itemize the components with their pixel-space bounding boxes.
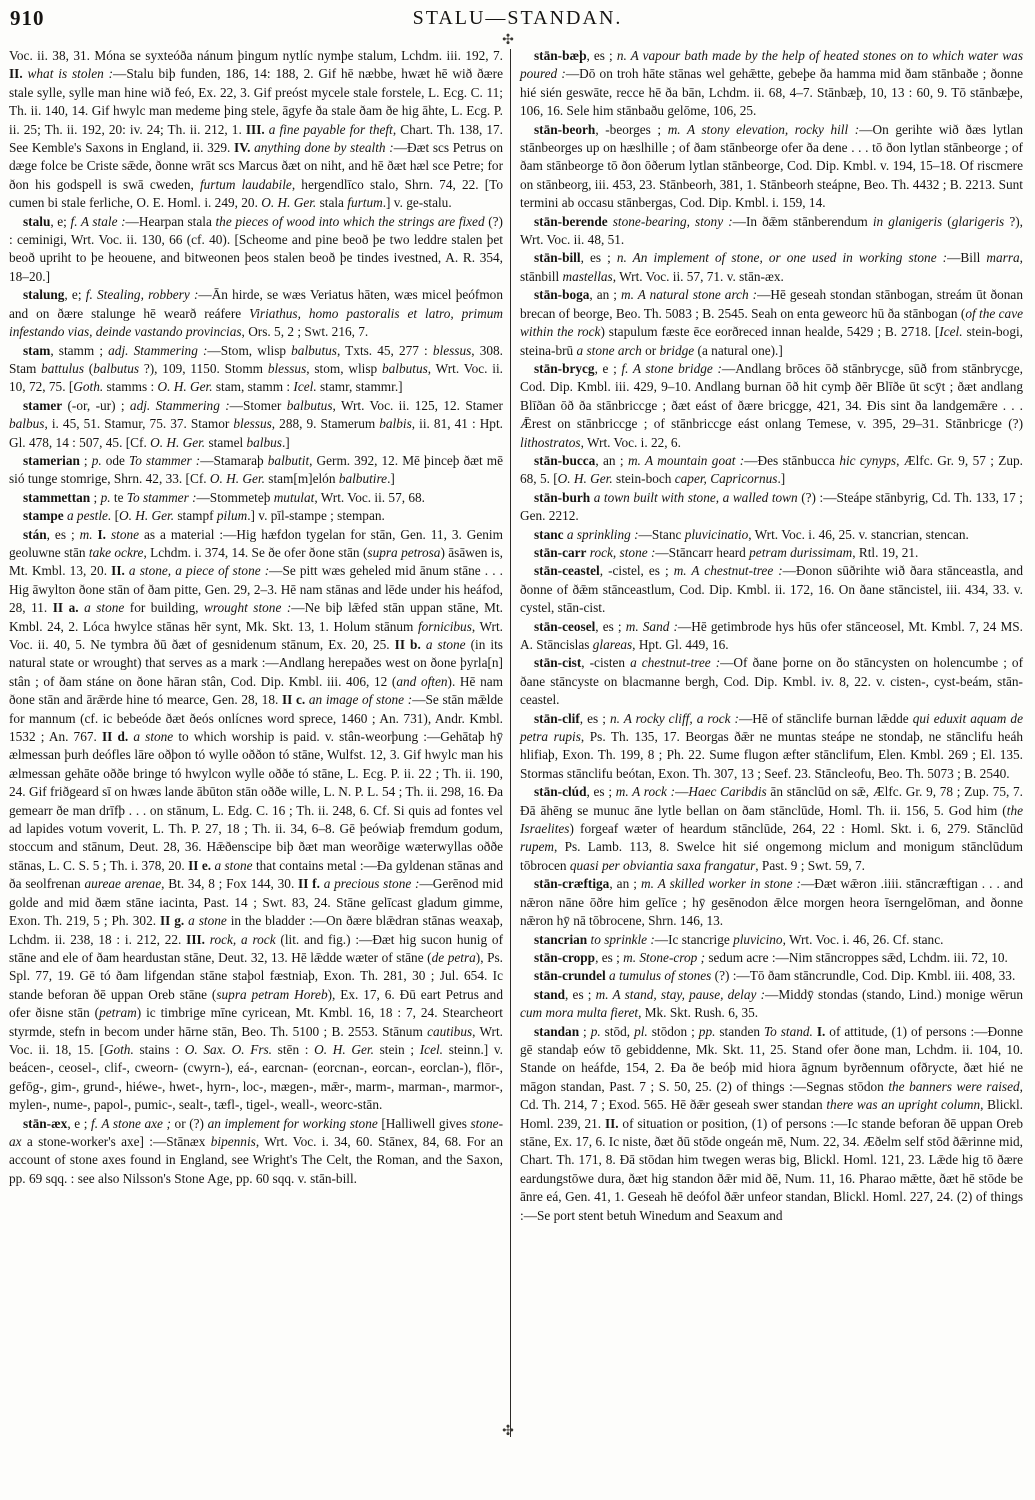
entry-stan-clud: stān-clúd, es ; m. A rock :—Haec Caribdis ān stānclūd on sǣ, Ælfc. Gr. 9, 78 ; Zup. 75, 7. Ðā āhēng se munuc āne lytle bellan on ðam stānclūde, Homl. Th. ii. 156, 5. God him (the Israelites) forgeaf wæter of heardum stānclūde, 264, 22 : Homl. Skt. i. 6, 279. Stānclūd rupem, Ps. Lamb. 113, 8. Swelce hit sié ongemong miclum and monigum stānclūdum tōbrocen quasi per obviantia saxa frangatur, Past. 9 ; Swt. 59, 7.	[520, 784, 1024, 873]
entry-stan-berende: stān-berende stone-bearing, stony :—In ðǣm stānberendum in glanigeris (glarigeris ?), Wrt. Voc. ii. 48, 51.	[520, 213, 1023, 248]
entry-stan-ceastel: stān-ceastel, -cistel, es ; m. A chestnut-tree :—Ðonon sūðrihte wið ðara stānceastla, and ðonne of ðǣm stānceastlum, Cod. Dip. Kmbl. ii. 172, 16. On ðane stāncistel, iii. 434, 33. v. cystel, stān-cist.	[520, 563, 1024, 616]
entry-stan-burh: stān-burh a town built with stone, a walled town (?) :—Steápe stānbyrig, Cd. Th. 133, 17 ; Gen. 2212.	[520, 489, 1023, 524]
entry-stan-cist: stān-cist, -cisten a chestnut-tree :—Of ðane þorne on ðo stāncysten on holencumbe ; of ðane stāncyste on blacmanne bergh, Cod. Dip. Kmbl. iv. 8, 22. v. cisten-, cyst-beám, stān-ceastel.	[520, 655, 1024, 708]
entry-stan-clif: stān-clif, es ; n. A rocky cliff, a rock :—Hē of stānclife burnan lǣdde qui eduxit aquam de petra rupis, Ps. Th. 135, 17. Beorgas ðǣr ne muntas steápe ne stondaþ, ne stānclifu heáh hlifiaþ, Exon. Th. 199, 8 ; Ph. 22. Sume flugon æfter stānclifum, Elen. Kmbl. 269 ; El. 135. Stormas stānclifu beótan, Exon. Th. 307, 13 ; Seef. 23. Stāncleofu, Beo. Th. 5073 ; B. 2540.	[520, 710, 1024, 781]
right-column	[520, 47, 1023, 1437]
entry-stan-brycg: stān-brycg, e ; f. A stone bridge :—Andlang brōces ōð stānbrycge, sūð from stānbrycge, Cod. Dip. Kmbl. iii. 429, 9–10. Andlang burnan ōð hit cymþ ðēr Blīðe ūt scȳt ; ðæt andlang Blīðan ōð ða stānbriccge ; ðæt eást of ðære bricgge, 421, 34. Ðis sint ða landgemǣre . . . Ǣrest on stānbriccge ; of stānbriccge eást onlang Temese, v. 395, 29–31. Stānbricge (?) lithostratos, Wrt. Voc. i. 22, 6.	[520, 360, 1023, 450]
entry-stanc: stanc a sprinkling :—Stanc pluvicinatio, Wrt. Voc. i. 46, 25. v. stancrian, stencan.	[534, 526, 969, 542]
entry-stan-beorh: stān-beorh, -beorges ; m. A stony elevation, rocky hill :—On gerihte wið ðæs lytlan stānbeorges up on hæslhille ; of ðam stānbeorge ofer ða dene . . . tō ðon lytlan stānbeorge ; of ðam stānbeorge tō ðon ōðerum lytlan stānbeorge, Cod. Dip. Kmbl. v. 194, 15–18. Of riscmere on stānbeorg, iii. 453, 23. Stānbeorh, 381, 1. Stānbeorh steápne, Beo. Th. 4432 ; B. 2213. Sunt termini ab occasu stānbergas, Cod. Dip. Kmbl. i. 159, 14.	[520, 121, 1023, 211]
entry-stampe: stampe a pestle. [O. H. Ger. stampf pilum.] v. pīl-stampe ; stempan.	[23, 508, 385, 524]
entry-stammettan: stammettan ; p. te To stammer :—Stommeteþ mutulat, Wrt. Voc. ii. 57, 68.	[23, 489, 425, 505]
entry-stalu: stalu, e; f. A stale :—Hearpan stala the pieces of wood into which the strings are fixed (?) : ceminigi, Wrt. Voc. ii. 130, 66 (cf. 40). [Scheome and pine beoð þe two leddre stalen þet beoð upriht to þe heouene, and bitweonen þeos stalen beoð þe tindes ivestned, A. R. 354, 18–20.]	[9, 213, 503, 284]
page-number: 910	[10, 6, 45, 30]
two-column-body	[0, 45, 1035, 1437]
entry-stamer: stamer (-or, -ur) ; adj. Stammering :—Stomer balbutus, Wrt. Voc. ii. 125, 12. Stamer balbus, i. 45, 51. Stamur, 75. 37. Stamor blessus, 288, 9. Stamerum balbis, ii. 81, 41 : Hpt. Gl. 478, 14 : 507, 45. [Cf. O. H. Ger. stamel balbus.]	[9, 397, 503, 450]
entry-stan-bucca: stān-bucca, an ; m. A mountain goat :—Ðes stānbucca hic cynyps, Ælfc. Gr. 9, 57 ; Zup. 68, 5. [O. H. Ger. stein-boch caper, Capricornus.]	[520, 452, 1024, 487]
entry-stan-ceosel: stān-ceosel, es ; m. Sand :—Hē getimbrode hys hūs ofer stānceosel, Mt. Kmbl. 7, 24 MS. A. Stāncislas glareas, Hpt. Gl. 449, 16.	[520, 618, 1023, 652]
entry-stamerian: stamerian ; p. ode To stammer :—Stamaraþ balbutit, Germ. 392, 12. Mē þinceþ ðæt mē sió tunge stomrige, Shrn. 42, 33. [Cf. O. H. Ger. stam[m]elón balbutire.]	[9, 452, 503, 487]
entry-stan: stán, es ; m. I. stone as a material :—Hig hæfdon tygelan for stān, Gen. 11, 3. Genim geoluwne stān take ockre, Lchdm. i. 374, 14. Se ðe ofer ðone stān (supra petrosa) āsāwen is, Mt. Kmbl. 13, 20. II. a stone, a piece of stone :—Se pitt wæs geheled mid ānum stāne . . . Hig āwylton ðone stān of ðam pitte, Gen. 29, 2–3. Hē nam stānas and lēde under his heáfod, 28, 11. II a. a stone for building, wrought stone :—Ne biþ lǣfed stān uppan stāne, Mt. Kmbl. 24, 2. Lóca hwylce stānas hēr synt, Mk. Skt. 13, 1. Holum stānum fornicibus, Wrt. Voc. ii. 40, 5. Ne tymbra ðū ðæt of gesnidenum stānum, Ex. 20, 25. II b. a stone (in its natural state or wrought) that serves as a mark :—Andlang herepaðes west on ðone þyrla[n] stân ; of ðam stáne on ðone hāran stân, Cod. Dip. Kmbl. iii. 406, 12 (and often). Hē nam ðone stān and ārǣrde hine tó mearce, Gen. 28, 18. II c. an image of stone :—Se stān mǣlde for mannum (cf. ic bebeóde ðæt ðeós onlícnes word sprece, 1460 ; An. 731), Andr. Kmbl. 1532 ; An. 767. II d. a stone to which worship is paid. v. stân-weorþung :—Gehātaþ hȳ ælmessan þurh deófles lāre oðþon tó wylle oððon tó stāne, Wulfst. 12, 3. Gif hwylc man his ælmessan gehāte oððe bringe tó hwylcon wylle oððe tó stāne, L. Ecg. P. ii. 22 ; Th. ii. 190, 24. Gif friðgeard sī on hwæs lande ābūton stān oððe wille, L. N. P. L. 54 ; Th. ii. 298, 16. Ða gemearr ðe man drīfþ . . . on stānum, L. Edg. C. 16 ; Th. ii. 248, 6. Cf. Si quis ad fontes vel ad lapides votum voverit, L. Th. P. 27, 18 ; Th. ii. 34, 6–8. Gē þeówiaþ fremdum godum, stoccum and stānum, Deut. 28, 36. Hǣðenscipe biþ ðæt man weorðige wæterwyllas oððe stānas, L. C. S. 5 ; Th. i. 378, 20. II e. a stone that contains metal :—Ða gyldenan stānas and ða seolfrenan aureae arenae, Bt. 34, 8 ; Fox 144, 30. II f. a precious stone :—Gerēnod mid golde and mid ðæm stāne iacinta, Past. 14 ; Swt. 83, 24. Stāne gelīcast gladum gimme, Exon. Th. 219, 5 ; Ph. 302. II g. a stone in the bladder :—On ðære blǣdran stānas weaxaþ, Lchdm. ii. 238, 18 : i. 212, 22. III. rock, a rock (lit. and fig.) :—Ðæt hig sucon hunig of stāne and ele of ðam heardustan stāne, Deut. 32, 13. Hē lǣdde wæter of stāne (de petra), Ps. Spl. 77, 19. Gē tó ðam lifgendan stāne staþol fæstniaþ, Exon. Th. 281, 30 ; Jul. 654. Ic stande beforan ðē uppan Oreb stāne (supra petram Horeb), Ex. 17, 6. Ðū eart Petrus and ofer ðisne stān (petram) ic timbrige mīne cyricean, Mt. Kmbl. 16, 18 : 7, 24. Stearcheort styrmde, stefn in becom under hārne stān, Beo. Th. 5100 ; B. 2553. Stānum cautibus, Wrt. Voc. ii. 18, 15. [Goth. stains : O. Sax. O. Frs. stēn : O. H. Ger. stein ; Icel. steinn.] v. beácen-, ceosel-, clif-, cweorn- (cwyrn-), eá-, earcnan- (eorcnan-, eorcan-, eorclan-), flōr-, gefōg-, gim-, grund-, hiéwe-, hwet-, hyrn-, loc-, mægen-, mǣr-, marm-, marman-, marmor-, mylen-, nume-, papol-, pumic-, sealt-, tæfl-, tigel-, weall-, weorc-stān.	[9, 526, 504, 1113]
entry-stalu-continuation: Voc. ii. 38, 31. Móna se syxteóða nánum þingum nytlíc nymþe stalum, Lchdm. iii. 192, 7. II. what is stolen :—Stalu biþ funden, 186, 14: 188, 2. Gif hē næbbe, hwæt hē wið ðære stale sylle, sylle man hine wið feó, Ex. 22, 3. Gif preóst mycele stale forstele, L. Ecg. C. 11; Th. ii. 140, 14. Gif hwylc man medeme þing stele, āgyfe ða stale ðam ðe hig āhte, L. Ecg. P. ii. 25; Th. ii. 192, 20: iv. 24; Th. ii. 212, 1. III. a fine payable for theft, Chart. Th. 138, 17. See Kemble's Saxons in England, ii. 329. IV. anything done by stealth :—Ðæt scs Petrus on dæge folce be Criste sǣde, ðonne wrāt scs Marcus ðæt on niht, and hē ðæt hæl sce Petre; for ðon his godspell is swā cweden, furtum laudabile, hergendlīco stalo, Shrn. 74, 22. [To cumen bi stale ferliche, O. E. Homl. i. 249, 20. O. H. Ger. stala furtum.] v. ge-stalu.	[9, 48, 504, 211]
entry-stan-baeth: stān-bæþ, es ; n. A vapour bath made by the help of heated stones on to which water was poured :—Dō on troh hāte stānas wel gehǣtte, gebeþe ða hamma mid ðam stānbaðe ; ðonne hié sién geswāte, recce hē ða bān, Lchdm. ii. 68, 4–7. Stānbæþ, 10, 13 : 60, 9. Tō stānbæþe, 106, 16. Sele him stānbaðu gelōme, 106, 25.	[520, 48, 1024, 119]
entry-stan-boga: stān-boga, an ; m. A natural stone arch :—Hē geseah stondan stānbogan, streám ūt ðonan brecan of beorge, Beo. Th. 5083 ; B. 2545. Seah on enta geweorc hū ða stānbogan (of the cave within the rock) stapulum fæste ēce eorðreced innan healde, 5429 ; B. 2718. [Icel. stein-bogi, steina-brū a stone arch or bridge (a natural one).]	[520, 287, 1024, 358]
entry-standan: standan ; p. stōd, pl. stōdon ; pp. standen To stand. I. of attitude, (1) of persons :—Ðonne gē standaþ eów tō gebiddenne, Mk. Skt. 11, 25. Stand ofer ðone man, Lchdm. ii. 104, 10. Stande on heáfde, 154, 2. Ða ðe beóþ mid hiora āgnum byrðennum ofðrycte, ðæt hié ne māgon standan, Past. 7 ; S. 50, 25. (2) of things :—Segnas stōdon the banners were raised, Cd. Th. 214, 7 ; Exod. 565. Hē ðǣr geseah swer standan there was an upright column, Blickl. Homl. 239, 21. II. of situation or position, (1) of persons :—Ic stande beforan ðē uppan Oreb stāne, Ex. 17, 6. Ic niste, ðæt ðū stōde ongeán mē, Num. 22, 34. Æðelm self stōd ðǣrinne mid, Chart. Th. 171, 8. Ðā stōdan him twegen weras big, Blickl. Homl. 121, 23. Lǣde hig tō ðære eardungstōwe dura, ðæt hig standon ðǣr mid ðē, Num. 11, 16. Pharao mǣtte, ðæt hē stōde be ānre eá, Gen. 41, 1. Geseah hē deófol ðǣr unfeor standan, Blickl. Homl. 227, 24. (2) of things :—Se port stent betuh Winedum and Seaxum and	[520, 1023, 1023, 1223]
printer-mark-bottom-icon: ✣	[502, 1424, 514, 1439]
page-title: STALU—STANDAN.	[412, 7, 623, 29]
entry-stan-aex: stān-æx, e ; f. A stone axe ; or (?) an implement for working stone [Halliwell gives stone-ax a stone-worker's axe] :—Stānæx bipennis, Wrt. Voc. i. 34, 60. Stānex, 84, 68. For an account of stone axes found in England, see Wright's The Celt, the Roman, and the Saxon, pp. 69 sqq. : see also Nilsson's Stone Age, pp. 60 sqq. v. stān-bill.	[9, 1115, 503, 1186]
column-divider	[510, 49, 511, 1437]
entry-stan-cropp: stān-cropp, es ; m. Stone-crop ; sedum acre :—Nim stāncroppes sǣd, Lchdm. iii. 72, 10.	[534, 949, 1008, 965]
entry-stan-crundel: stān-crundel a tumulus of stones (?) :—Tō ðam stāncrundle, Cod. Dip. Kmbl. iii. 408, 33.	[534, 968, 1016, 984]
entry-stan-carr: stān-carr rock, stone :—Stāncarr heard petram durissimam, Rtl. 19, 21.	[534, 544, 919, 560]
entry-stan-craeftiga: stān-cræftiga, an ; m. A skilled worker in stone :—Ðæt wǣron .iiii. stāncræftigan . . . and nǣron nāne ōðre him gelīce ; hȳ gesēnodon ǣlce morgen heora īserngelōman, and ðonne nǣron hȳ nā tōbrocene, Shrn. 146, 13.	[520, 876, 1024, 929]
entry-stand: stand, es ; m. A stand, stay, pause, delay :—Middȳ stondas (stando, Lind.) monige wērun cum mora multa fieret, Mk. Skt. Rush. 6, 35.	[520, 986, 1023, 1021]
printer-mark-top-icon: ✣	[502, 33, 514, 48]
page-header	[0, 0, 1035, 45]
entry-stalung: stalung, e; f. Stealing, robbery :—Ān hirde, se wæs Veriatus hāten, wæs micel þeófmon and on ðære stalunge hē wearð reáfere Viriathus, homo pastoralis et latro, primum infestando vias, deinde vastando provincias, Ors. 5, 2 ; Swt. 216, 7.	[9, 287, 503, 340]
left-column	[9, 47, 503, 1437]
entry-stan-bill: stān-bill, es ; n. An implement of stone, or one used in working stone :—Bill marra, stānbill mastellas, Wrt. Voc. ii. 57, 71. v. stān-æx.	[520, 250, 1023, 284]
entry-stam: stam, stamm ; adj. Stammering :—Stom, wlisp balbutus, Txts. 45, 277 : blessus, 308. Stam battulus (balbutus ?), 109, 1150. Stomm blessus, stom, wlisp balbutus, Wrt. Voc. ii. 10, 72, 75. [Goth. stamms : O. H. Ger. stam, stamm : Icel. stamr, stammr.]	[9, 342, 503, 395]
entry-stancrian: stancrian to sprinkle :—Ic stancrige pluvicino, Wrt. Voc. i. 46, 26. Cf. stanc.	[534, 931, 944, 947]
